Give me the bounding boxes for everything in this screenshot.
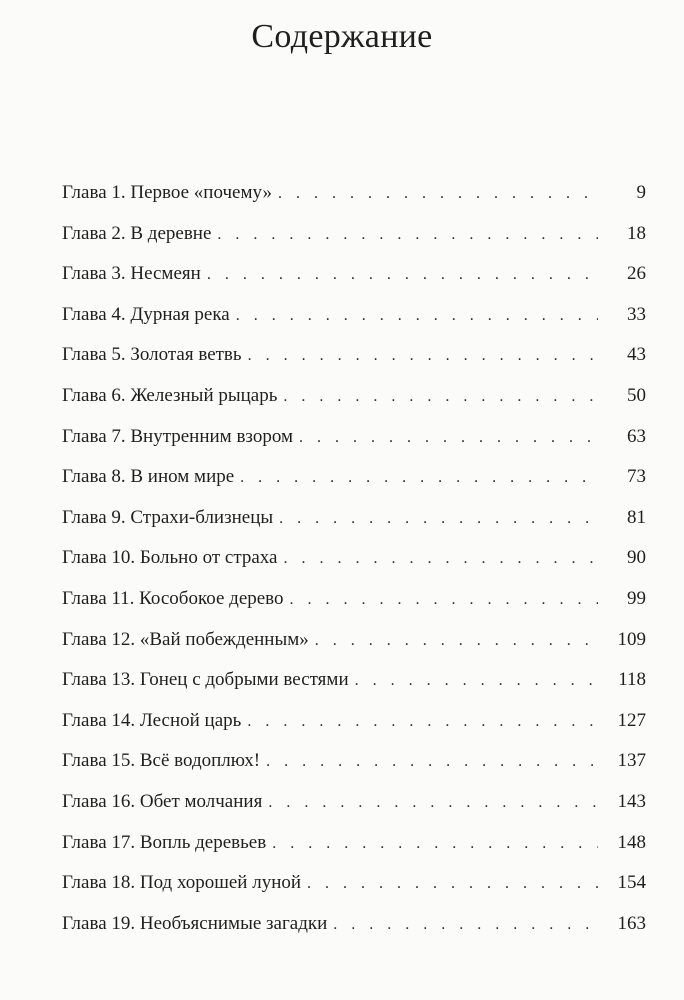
toc-entry-page: 50 (627, 384, 646, 406)
toc-entry-title: Глава 10. Больно от страха (62, 547, 278, 569)
toc-entry-page: 148 (617, 831, 646, 853)
toc-entry-title: Глава 7. Внутренним взором (62, 425, 293, 447)
toc-list (62, 178, 646, 949)
toc-entry-title: Глава 18. Под хорошей луной (62, 872, 302, 894)
toc-entry-page: 109 (617, 628, 646, 650)
page-title: Содержание (251, 18, 433, 55)
toc-entry-page: 163 (617, 912, 646, 934)
toc-entry-page: 9 (636, 182, 646, 203)
toc-entry-title: Глава 6. Железный рыцарь (62, 384, 278, 406)
dot-leader (236, 301, 598, 331)
dot-leader (278, 179, 598, 209)
toc-entry[interactable] (62, 706, 646, 747)
toc-entry-title: Глава 9. Страхи-близнецы (62, 506, 274, 528)
toc-entry-title: Глава 13. Гонец с добрыми вестями (62, 669, 349, 691)
dot-leader (307, 869, 598, 899)
toc-entry-page: 154 (617, 872, 646, 894)
toc-entry-title: Глава 16. Обет молчания (62, 790, 263, 812)
toc-entry[interactable] (62, 340, 646, 381)
dot-leader (217, 220, 598, 250)
toc-entry-page: 137 (617, 750, 646, 772)
toc-entry[interactable] (62, 178, 646, 219)
toc-entry[interactable] (62, 746, 646, 787)
toc-entry[interactable] (62, 543, 646, 584)
toc-entry-title: Глава 2. В деревне (62, 222, 212, 244)
dot-leader (283, 382, 598, 412)
toc-entry-page: 26 (627, 263, 646, 285)
toc-entry[interactable] (62, 300, 646, 341)
toc-entry-title: Глава 12. «Вай побежденным» (62, 628, 309, 650)
dot-leader (315, 626, 598, 656)
dot-leader (272, 829, 598, 859)
toc-entry-title: Глава 4. Дурная река (62, 303, 230, 325)
dot-leader (240, 463, 598, 493)
dot-leader (266, 747, 598, 777)
toc-entry-page: 81 (627, 506, 646, 528)
toc-entry-title: Глава 17. Вопль деревьев (62, 831, 267, 853)
toc-entry-title: Глава 14. Лесной царь (62, 709, 242, 731)
dot-leader (268, 788, 598, 818)
dot-leader (290, 585, 598, 615)
dot-leader (247, 707, 598, 737)
toc-entry[interactable] (62, 625, 646, 666)
toc-entry[interactable] (62, 828, 646, 869)
toc-entry-title: Глава 8. В ином мире (62, 466, 235, 488)
toc-entry[interactable] (62, 219, 646, 260)
dot-leader (284, 544, 599, 574)
toc-entry[interactable] (62, 462, 646, 503)
dot-leader (299, 423, 598, 453)
toc-entry[interactable] (62, 665, 646, 706)
toc-entry-title: Глава 11. Кособокое дерево (62, 587, 284, 609)
toc-entry-title: Глава 19. Необъяснимые загадки (62, 912, 328, 934)
toc-entry[interactable] (62, 868, 646, 909)
toc-entry-title: Глава 15. Всё водоплюх! (62, 750, 261, 772)
toc-entry-page: 143 (617, 790, 646, 812)
toc-entry-page: 43 (627, 344, 646, 366)
toc-entry-title: Глава 5. Золотая ветвь (62, 344, 242, 366)
toc-entry-page: 118 (618, 669, 646, 691)
toc-entry[interactable] (62, 259, 646, 300)
toc-entry-title: Глава 1. Первое «почему» (62, 182, 272, 203)
toc-entry[interactable] (62, 422, 646, 463)
toc-entry[interactable] (62, 909, 646, 950)
dot-leader (279, 504, 598, 534)
toc-entry-page: 73 (627, 466, 646, 488)
toc-entry-page: 90 (627, 547, 646, 569)
toc-entry[interactable] (62, 381, 646, 422)
toc-entry-page: 99 (627, 587, 646, 609)
toc-entry[interactable] (62, 584, 646, 625)
dot-leader (207, 260, 598, 290)
toc-entry-page: 33 (627, 303, 646, 325)
toc-entry-page: 63 (627, 425, 646, 447)
toc-entry-page: 18 (627, 222, 646, 244)
toc-entry[interactable] (62, 787, 646, 828)
dot-leader (248, 341, 598, 371)
dot-leader (355, 666, 598, 696)
toc-entry-page: 127 (617, 709, 646, 731)
toc-entry-title: Глава 3. Несмеян (62, 263, 201, 285)
dot-leader (333, 910, 598, 940)
toc-entry[interactable] (62, 503, 646, 544)
